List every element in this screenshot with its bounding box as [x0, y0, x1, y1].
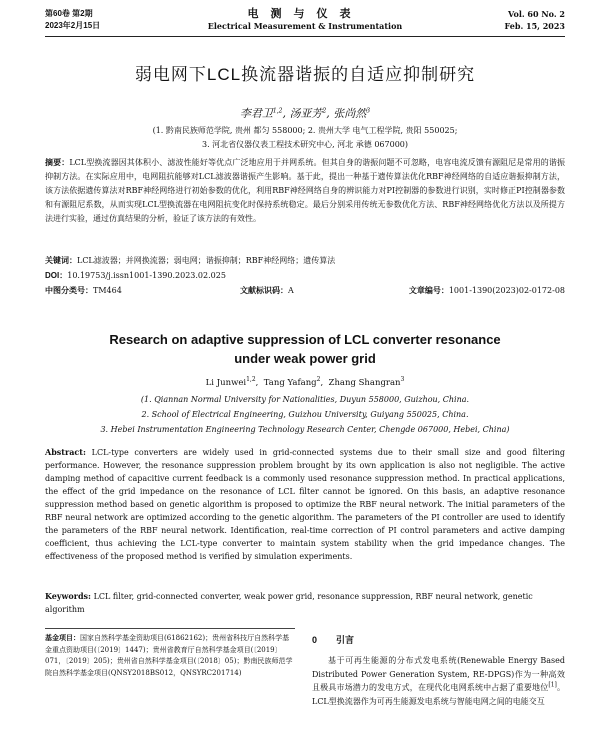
author-en-3-affil: 3: [400, 376, 405, 384]
fund-text: 国家自然科学基金资助项目(61862162)；贵州省科技厅自然科学基金重点资助项目(〔2019〕1447)；贵州省教育厅自然科学基金项目(〔2019〕071，〔2019〕205)；贵州省自然科学基金项目(〔2018〕05)；黔南民族师范学院自然科学基金项目(QNSY2018BS012，QNSYRC201714): [45, 634, 293, 677]
running-header: [45, 8, 565, 34]
author-cn-1-affil: 1,2: [272, 107, 283, 115]
keywords-en-label: Keywords:: [45, 591, 92, 601]
classification-line: [45, 284, 565, 298]
clc-value: TM464: [93, 286, 122, 295]
author-en-2-affil: 2: [316, 376, 321, 384]
intro-text: 基于可再生能源的分布式发电系统(Renewable Energy Based Distributed Power Generation System, RE-DPGS)作为一种高效且极具市场潜力的发电方式，在现代化电网系统中占据了重要地位: [312, 656, 565, 692]
header-volume-cn: 第60卷 第2期: [45, 9, 93, 18]
article-no-label: 文章编号：: [408, 286, 449, 295]
title-en-line: Research on adaptive suppression of LCL converter resonance: [109, 332, 501, 347]
abstract-en-text: LCL-type converters are widely used in grid-connected systems due to their small size and good filtering performance. However, the resonance suppression problem brought by its own application is also not negligible. The active damping method of capacitive current feedback is a commonly used resonance suppression method. In practical applications, the effect of the grid impedance on the resonance of LCL filter cannot be ignored. On this basis, an adaptive resonance suppression method based on genetic algorithm is proposed to optimize the RBF neural network. The initial parameters of the RBF neural network are optimized according to the genetic algorithm. The parameters of the PI controller are used to identify the parameters of the RBF neural network. Identification, real-time correction of PI control parameters and active damping coefficient, thus achieving the LCL-type converter to maintain system stability when the grid impedance changes. The effectiveness of the proposed method is verified by simulation experiments.: [45, 448, 565, 561]
title-en: [45, 330, 565, 368]
authors-cn: 李君卫$^{1,2}$, 汤亚芳$^2$, 张尚然$^3$: [239, 107, 371, 120]
doi-line: [45, 269, 565, 283]
abstract-cn-text: LCL型换流器因其体积小、滤波性能好等优点广泛地应用于并网系统。但其自身的谐振问题不可忽略，电容电流反馈有源阻尼是常用的谐振抑制方法。在实际应用中，电网阻抗能够对LCL滤波器谐振产生影响。基于此，提出一种基于遗传算法优化RBF神经网络的自适应谐振抑制方法，该方法依据遗传算法对RBF神经网络进行初始参数的优化，利用RBF神经网络自身的辨识能力对PI控制器的参数进行识别，实时修正PI控制器参数和有源阻尼系数，从而实现LCL型换流器在电网阻抗变化时保持系统稳定。最后分别采用传统无参数优化方法、RBF神经网络优化方法以及所提方法进行实验，通过仿真结果的分析，验证了该方法的有效性。: [45, 158, 565, 223]
author-en-1: Li Junwei: [205, 378, 247, 388]
affiliation-en-line: 2. School of Electrical Engineering, Guizhou University, Guiyang 550025, China.: [141, 410, 469, 419]
header-center: [175, 8, 435, 32]
title-cn: 弱电网下LCL换流器谐振的自适应抑制研究: [134, 65, 476, 84]
keywords-cn: [45, 254, 565, 268]
header-right: [505, 8, 565, 32]
doc-code-label: 文献标识码：: [240, 286, 288, 295]
author-cn-3-affil: 3: [366, 107, 371, 115]
clc-label: 中图分类号：: [45, 286, 93, 295]
abstract-en: [45, 446, 565, 563]
abstract-en-label: Abstract:: [45, 447, 86, 457]
section-title: 引言: [336, 635, 355, 645]
section-heading-introduction: [312, 633, 565, 647]
abstract-cn-label: 摘要：: [45, 158, 70, 167]
journal-name-en: Electrical Measurement & Instrumentation: [207, 21, 403, 31]
affiliations-cn: [45, 124, 565, 152]
affiliation-cn-line: 3. 河北省仪器仪表工程技术研究中心, 河北 承德 067000): [201, 140, 408, 149]
keywords-cn-text: LCL滤波器；并网换流器；弱电网；谐振抑制；RBF神经网络；遗传算法: [77, 256, 336, 265]
affiliations-en: [45, 392, 565, 437]
title-en-line: under weak power grid: [234, 351, 376, 366]
affiliation-en-line: 3. Hebei Instrumentation Engineering Technology Research Center, Chengde 067000, Hebei, China): [100, 425, 510, 434]
section-number: 0: [312, 635, 318, 645]
header-date-cn: 2023年2月15日: [45, 21, 101, 30]
keywords-en-text: LCL filter, grid-connected converter, weak power grid, resonance suppression, RBF neural network, genetic algorithm: [45, 592, 533, 614]
introduction-paragraph: [312, 654, 565, 708]
doi-value: 10.19753/j.issn1001-1390.2023.02.025: [67, 271, 226, 280]
keywords-en: [45, 590, 565, 616]
author-cn-2: 汤亚芳: [289, 107, 323, 120]
author-en-3: Zhang Shangran: [328, 378, 401, 388]
doc-code-value: A: [288, 286, 294, 295]
intro-text-continued: 。LCL型换流器作为可再生能源发电系统与智能电网之间的电能交互: [312, 683, 566, 706]
author-en-2: Tang Yafang: [263, 378, 317, 388]
article-no-value: 1001-1390(2023)02-0172-08: [448, 286, 565, 295]
header-left: [45, 8, 100, 32]
header-date-en: Feb. 15, 2023: [504, 21, 565, 31]
author-cn-2-affil: 2: [322, 107, 327, 115]
document-code: [240, 284, 294, 298]
citation-ref: [1]: [548, 681, 557, 689]
author-cn-1: 李君卫: [239, 107, 273, 120]
header-volume-en: Vol. 60 No. 2: [508, 9, 565, 19]
article-number: [409, 284, 565, 298]
author-cn-3: 张尚然: [333, 107, 367, 120]
abstract-cn: [45, 156, 565, 226]
keywords-cn-label: 关键词：: [45, 256, 77, 265]
header-rule: [45, 36, 565, 37]
doi-label: DOI：: [45, 271, 68, 280]
clc-number: [45, 284, 122, 298]
fund-footnote: [45, 633, 295, 679]
affiliation-en-line: (1. Qiannan Normal University for Nationalities, Duyun 558000, Guizhou, China.: [140, 395, 470, 404]
journal-name-cn: 电测与仪表: [247, 7, 363, 20]
fund-label: 基金项目：: [45, 635, 80, 642]
author-en-1-affil: 1,2: [246, 376, 256, 384]
footnote-rule: [45, 628, 295, 629]
affiliation-cn-line: (1. 黔南民族师范学院, 贵州 都匀 558000; 2. 贵州大学 电气工程学院, 贵阳 550025;: [152, 126, 458, 135]
authors-en: Li Junwei$^{1,2}$, Tang Yafang$^2$, Zhang Shangran$^3$: [205, 376, 405, 388]
